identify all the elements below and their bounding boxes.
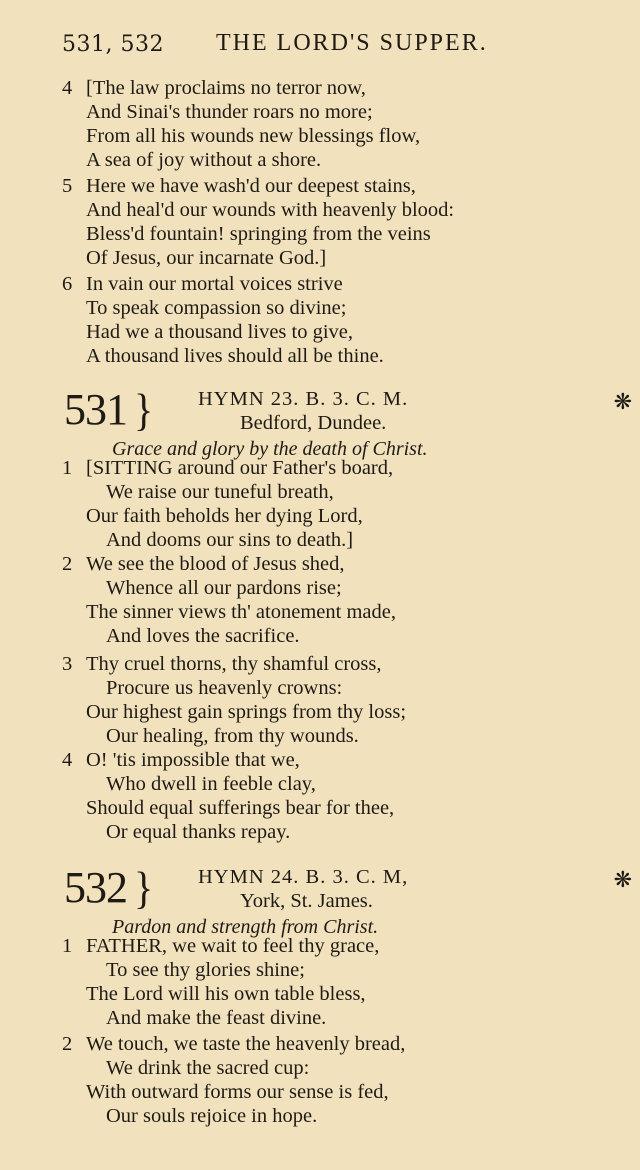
hymn-531-verse-4 [62,748,632,844]
verse-line: In vain our mortal voices strive [86,273,343,295]
verse-line: With outward forms our sense is fed, [86,1081,389,1103]
verse-line: And loves the sacrifice. [106,625,300,647]
hymn-subtitle: Pardon and strength from Christ. [112,916,379,938]
verse-number: 4 [62,749,73,771]
tune-names: Bedford, Dundee. [240,412,387,434]
verse-number: 1 [62,457,73,479]
verse-line: Whence all our pardons rise; [106,577,342,599]
hymn-heading: HYMN 23. B. 3. C. M. [198,388,409,410]
verse-line: FATHER, we wait to feel thy grace, [86,935,380,957]
verse-line: To speak compassion so divine; [86,297,347,319]
verse-line: And heal'd our wounds with heavenly blood: [86,199,455,221]
brace: } [134,861,154,914]
verse-line: Our healing, from thy wounds. [106,725,359,747]
verse-number: 6 [62,273,73,295]
verse-line: O! 'tis impossible that we, [86,749,300,771]
verse-line: The Lord will his own table bless, [86,983,366,1005]
verse-line: A thousand lives should all be thine. [86,345,384,367]
verse-line: Bless'd fountain! springing from the veins [86,223,431,245]
verse-line: A sea of joy without a shore. [86,149,322,171]
verse-line: Of Jesus, our incarnate God.] [86,247,327,269]
hymn-532-verse-1 [62,934,632,1030]
hymn-subtitle: Grace and glory by the death of Christ. [112,438,428,460]
verse-line: From all his wounds new blessings flow, [86,125,421,147]
verse-line: And Sinai's thunder roars no more; [86,101,373,123]
hymn-532-verse-2 [62,1032,632,1128]
verse-line: We drink the sacred cup: [106,1057,310,1079]
hymn-heading: HYMN 24. B. 3. C. M, [198,866,409,888]
verse-line: Here we have wash'd our deepest stains, [86,175,416,197]
verse-number: 1 [62,935,73,957]
verse-line: The sinner views th' atonement made, [86,601,396,623]
hymn-number: 531 [64,385,127,434]
asterisk-ornament-icon: ❋ [613,868,632,893]
verse-line: [SITTING around our Father's board, [86,457,394,479]
verse-line: [The law proclaims no terror now, [86,77,366,99]
verse-number: 4 [62,77,73,99]
brace: } [134,383,154,436]
hymn-531-verse-3 [62,652,632,748]
verse-line: Should equal sufferings bear for thee, [86,797,395,819]
verse-line: Had we a thousand lives to give, [86,321,354,343]
asterisk-ornament-icon: ❋ [613,390,632,415]
verse-line: And make the feast divine. [106,1007,327,1029]
verse-line: Our faith beholds her dying Lord, [86,505,363,527]
tune-names: York, St. James. [240,890,373,912]
verse-number: 2 [62,1033,73,1055]
verse-number: 2 [62,553,73,575]
hymn-531-verse-1 [62,456,632,552]
verse-line: Who dwell in feeble clay, [106,773,316,795]
verse-number: 3 [62,653,73,675]
verse-line: Our souls rejoice in hope. [106,1105,318,1127]
verse-line: And dooms our sins to death.] [106,529,354,551]
verse-6-prev [62,272,632,368]
verse-number: 5 [62,175,73,197]
verse-line: Thy cruel thorns, thy shamful cross, [86,653,382,675]
verse-line: We raise our tuneful breath, [106,481,334,503]
verse-line: Procure us heavenly crowns: [106,677,343,699]
page-header [62,30,622,64]
page-numbers: 531, 532 [62,32,164,57]
verse-line: To see thy glories shine; [106,959,305,981]
hymn-531-verse-2 [62,552,632,648]
verse-5-prev [62,174,632,270]
running-title: THE LORD'S SUPPER. [216,30,488,56]
verse-line: We see the blood of Jesus shed, [86,553,345,575]
verse-line: Or equal thanks repay. [106,821,291,843]
verse-line: Our highest gain springs from thy loss; [86,701,407,723]
verse-line: We touch, we taste the heavenly bread, [86,1033,406,1055]
hymn-number: 532 [64,863,127,912]
verse-4-prev [62,76,632,172]
